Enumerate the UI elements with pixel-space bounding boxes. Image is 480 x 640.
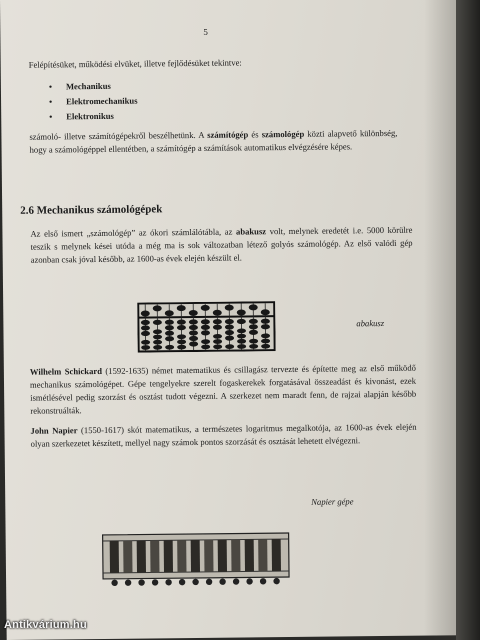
text-run: Az első ismert „számológép” az ókori számlálótábla, az [30,226,237,239]
napier-rod [231,540,240,572]
text-run: közti alapvető különbség, hogy a számológéppel ellentétben, a számítógép a számítások automatikus elvégzésére képes. [29,127,398,155]
abacus-illustration [137,301,276,352]
section-heading: 2.6 Mechanikus számológépek [20,203,163,217]
napier-knob [125,579,131,585]
person-schickard: Wilhelm Schickard [29,365,103,377]
napier-knob [246,578,252,584]
napier-rod [110,541,119,573]
text-run: számoló- illetve számítógépekről beszélhetünk. A [29,129,208,142]
text-run: (1592-1635) német matematikus és csillagász tervezte és építette meg az első működő mechanikus számológépet. Gépe tengelyekre szerelt fogaskerekek forgatásával összeadást és kivonást, ezek ismétlésével pedig szorzást és osztást tudott végezni. A szerkezet nem maradt fenn, de rajzai alapján később rekonstruálták. [29,362,417,416]
text-run: volt, melynek eredetét i.e. 5000 körülre teszik s melynek kései utóda a még ma is sok változatban létező golyós számológép. Az első valódi gép azonban csak jóval később, az 1600-as évek elején készült el. [30,224,413,265]
napier-rod [258,539,267,571]
intro-text: Felépítésüket, működési elvüket, illetve fejlődésüket tekintve: [28,57,242,70]
napier-rod [204,540,213,572]
napier-rod [218,540,227,572]
napier-knob [138,579,144,585]
abacus-caption: abakusz [356,317,385,329]
napier-knob [165,579,171,585]
napier-knob [233,578,239,584]
napier-knob [152,579,158,585]
paragraph-schickard [30,362,417,418]
napier-caption: Napier gépe [311,496,354,507]
page-number: 5 [203,26,208,37]
napier-rod [272,539,281,571]
napier-knob [111,580,117,586]
paragraph-abacus [30,224,412,267]
napier-knob [273,578,279,584]
paragraph-computers [29,127,397,157]
term-abakusz: abakusz [235,226,267,237]
napier-knob [260,578,266,584]
device-type-list [49,79,138,125]
napier-rod [177,540,186,572]
napier-knob [206,579,212,585]
list-item: • Elektromechanikus [49,94,138,110]
person-napier: John Napier [30,425,78,436]
paragraph-napier [30,421,416,451]
term-szamologep: számológép [261,128,305,140]
napier-knob [179,579,185,585]
napier-rod [164,540,173,572]
napier-knob [192,579,198,585]
list-item: • Elektronikus [49,109,138,125]
napier-rod [150,540,159,572]
book-edge [456,0,480,640]
text-run: és [248,129,262,140]
napier-rod [137,541,146,573]
napier-knob [219,578,225,584]
list-item: • Mechanikus [49,79,138,95]
term-szamitogep: számítógép [207,129,249,140]
page-shadow [424,0,456,640]
napier-rod [245,539,254,571]
napier-rod [123,541,132,573]
napier-machine-illustration [102,525,291,589]
napier-rod [191,540,200,572]
text-run: (1550-1617) skót matematikus, a természetes logaritmus megalkotója, az 1600-as évek elején olyan szerkezetet készített, mellyel nagy számok pontos szorzását és osztását lehetett elvégezni. [30,421,417,449]
watermark: Antikvárium.hu [4,619,87,631]
